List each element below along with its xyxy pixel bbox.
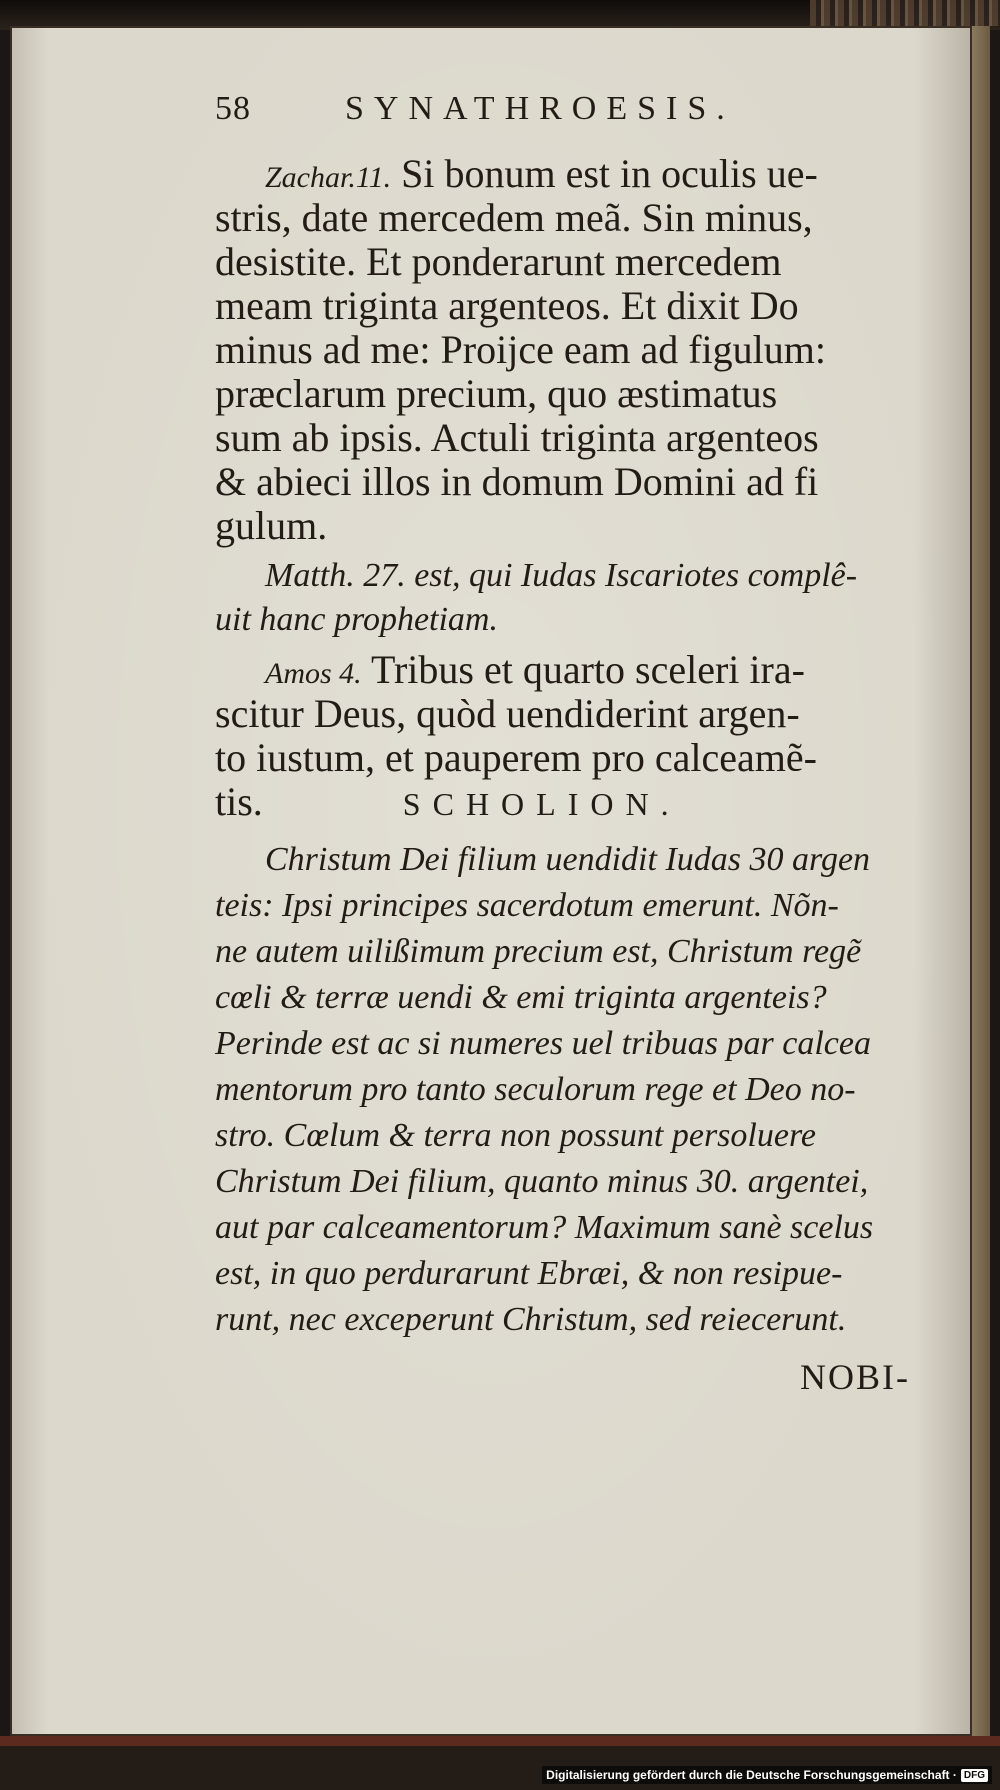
paper-page: [10, 26, 972, 1736]
matth-line-2: uit hanc prophetiam.: [215, 601, 498, 638]
frayed-binding: [810, 0, 1000, 26]
scholion-line-3: ne autem uilißimum precium est, Christum regẽ: [215, 933, 862, 970]
zachar-line-6: præclarum precium, quo æstimatus: [215, 371, 778, 416]
zachar-line-2: stris, date mercedem meã. Sin minus,: [215, 195, 813, 240]
zachar-line-1: [265, 152, 818, 200]
amos-line-1: [265, 648, 805, 696]
dfg-logo: DFG: [961, 1769, 988, 1782]
amos-line-2: scitur Deus, quòd uendiderint argen-: [215, 691, 800, 736]
credit-text: Digitalisierung gefördert durch die Deutsche Forschungsgemeinschaft ·: [546, 1768, 957, 1782]
scholion-line-1: Christum Dei filium uendidit Iudas 30 argen: [265, 841, 871, 878]
scholion-line-5: Perinde est ac si numeres uel tribuas par calcea: [215, 1025, 871, 1062]
digitization-credit: [542, 1766, 992, 1784]
zachar-line-7: sum ab ipsis. Actuli triginta argenteos: [215, 415, 819, 460]
catchword: NOBI-: [800, 1357, 910, 1397]
scholion-line-4: cœli & terræ uendi & emi triginta argenteis?: [215, 979, 827, 1016]
page-number: 58: [215, 90, 251, 127]
page-header: [215, 90, 835, 140]
amos-text-4: tis.: [215, 779, 263, 824]
page-fore-edge: [972, 26, 990, 1736]
zachar-line-8: & abieci illos in domum Domini ad fi: [215, 459, 819, 504]
book-cover-edge: [0, 1736, 1000, 1746]
scholion-line-11: runt, nec exceperunt Christum, sed reiecerunt.: [215, 1301, 847, 1338]
zachar-line-3: desistite. Et ponderarunt mercedem: [215, 239, 782, 284]
zachar-line-4: meam triginta argenteos. Et dixit Do: [215, 283, 799, 328]
bottom-band: [0, 1736, 1000, 1790]
scholion-line-8: Christum Dei filium, quanto minus 30. argentei,: [215, 1163, 869, 1200]
zachar-line-9: gulum.: [215, 503, 328, 548]
zachar-reference: Zachar.11.: [265, 161, 392, 194]
zachar-text-1: Si bonum est in oculis ue-: [401, 151, 818, 196]
scholion-line-7: stro. Cœlum & terra non possunt persoluere: [215, 1117, 817, 1154]
running-head: SYNATHROESIS.: [345, 90, 735, 127]
zachar-line-5: minus ad me: Proijce eam ad figulum:: [215, 327, 826, 372]
amos-text-1: Tribus et quarto sceleri ira-: [370, 647, 805, 692]
scholion-line-10: est, in quo perdurarunt Ebræi, & non resipue-: [215, 1255, 843, 1292]
scholion-heading: SCHOLION.: [402, 786, 681, 822]
scholion-line-6: mentorum pro tanto seculorum rege et Deo no-: [215, 1071, 856, 1108]
amos-line-4: [215, 780, 681, 826]
matth-line-1: Matth. 27. est, qui Iudas Iscariotes complê-: [265, 557, 858, 594]
scholion-line-2: teis: Ipsi principes sacerdotum emerunt. Nõn-: [215, 887, 839, 924]
amos-line-3: to iustum, et pauperem pro calceamẽ-: [215, 735, 817, 780]
scholion-line-9: aut par calceamentorum? Maximum sanè scelus: [215, 1209, 874, 1246]
amos-reference: Amos 4.: [265, 657, 362, 690]
